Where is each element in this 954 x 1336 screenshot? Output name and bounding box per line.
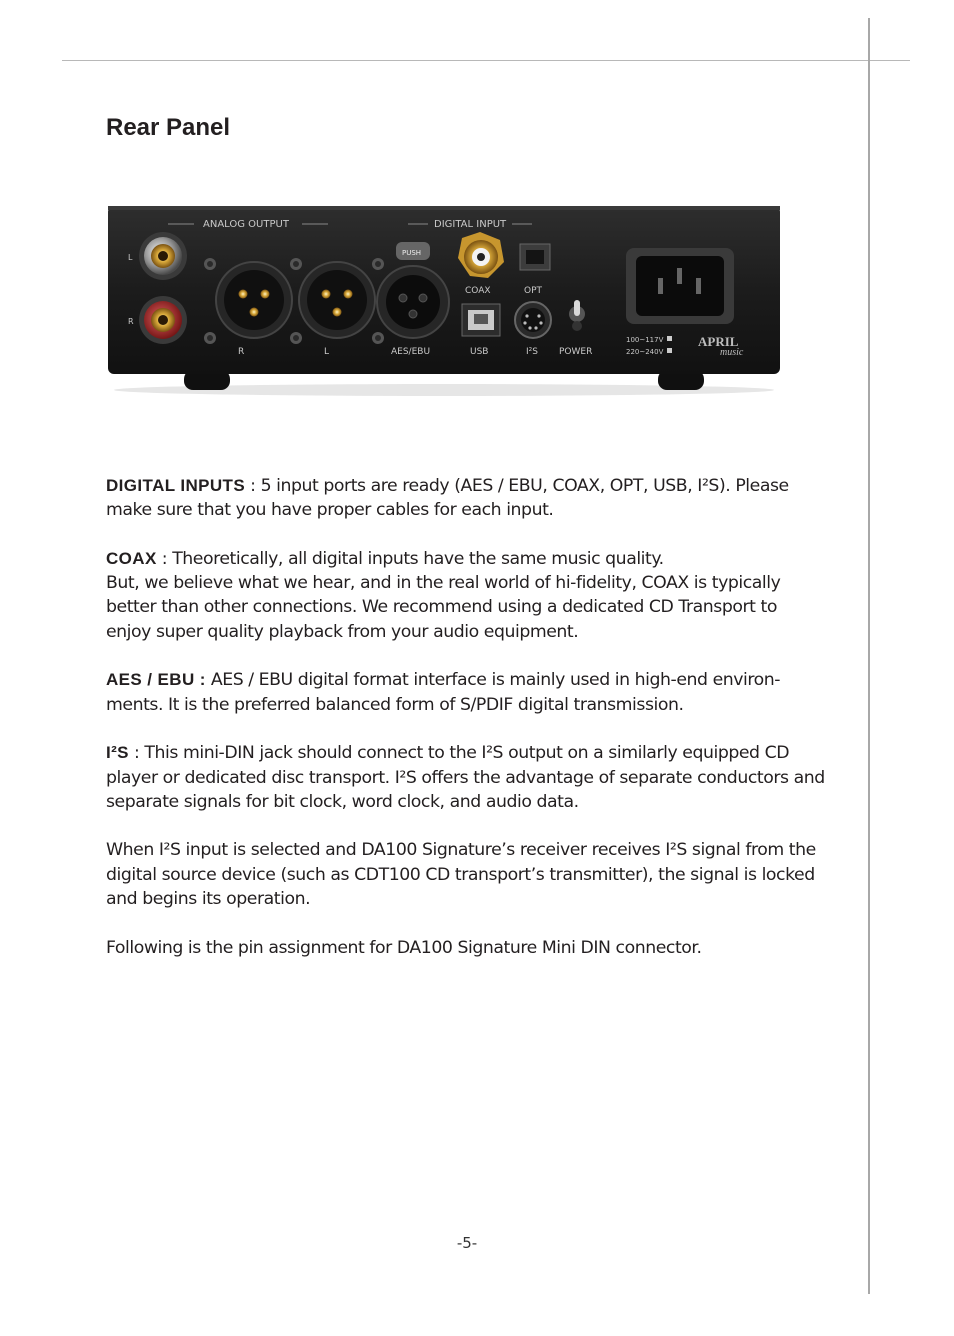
section-aes-ebu — [106, 668, 826, 717]
voltage-low-label: 100~117V — [626, 336, 664, 344]
paragraph-i2s-operation: When I²S input is selected and DA100 Signature’s receiver receives I²S signal from the digital source device (such as CDT100 CD transport’s transmitter), the signal is locked and begins its operation. — [106, 840, 816, 910]
brand-logo-subtext: music — [720, 347, 744, 358]
opt-label: OPT — [524, 286, 543, 296]
section-i2s: I²S : This mini-DIN jack should connect to the I²S output on a similarly equipped CD player or dedicated disc transport. I²S offers the advantage of separate conductors and separate signals for bit clock, word clock, and audio data. — [106, 743, 825, 812]
i2s-mini-din-input — [515, 302, 551, 338]
analog-output-label: ANALOG OUTPUT — [203, 219, 289, 230]
digital-input-label: DIGITAL INPUT — [434, 219, 507, 230]
page-number: -5- — [456, 1234, 478, 1252]
usb-label: USB — [470, 347, 489, 357]
body-text — [106, 474, 826, 984]
paragraph-pin-assignment: Following is the pin assignment for DA100 Signature Mini DIN connector. — [106, 937, 702, 958]
section-text: This mini-DIN jack should connect to the I²S output on a similarly equipped CD player or dedicated disc transport. I²S offers the advantage of separate conductors and separate signals for bit clock, word clock, and audio data. — [106, 743, 825, 812]
xlr-left-label: L — [324, 347, 330, 357]
coax-label: COAX — [465, 286, 491, 296]
section-label: COAX — [106, 548, 157, 568]
rca-left-label: L — [128, 253, 133, 262]
xlr-right-label: R — [238, 347, 245, 357]
optical-input — [520, 244, 550, 270]
right-margin-rule — [868, 18, 870, 1294]
i2s-label: I²S — [526, 347, 538, 357]
section-label: AES / EBU : — [106, 670, 206, 690]
section-label: I²S — [106, 743, 129, 763]
push-latch-label: PUSH — [402, 249, 422, 257]
page-title: Rear Panel — [106, 114, 231, 141]
section-text-continued: But, we believe what we hear, and in the real world of hi-fidelity, COAX is typically better than other connections. We recommend using a dedicated CD Transport to enjoy super quality playback from your audio equipment. — [106, 573, 781, 642]
xlr-right-output — [216, 262, 292, 338]
rca-left-jack — [139, 232, 187, 280]
section-text: AES / EBU digital format interface is mainly used in high-end environ-ments. It is the preferred balanced form of S/PDIF digital transmission. — [106, 670, 781, 715]
brand-logo-text: APRIL — [698, 334, 739, 349]
rear-panel-photo — [106, 204, 782, 400]
rca-right-label: R — [128, 317, 134, 326]
section-label: DIGITAL INPUTS — [106, 476, 246, 495]
xlr-left-output — [299, 262, 375, 338]
aes-ebu-label: AES/EBU — [391, 347, 431, 357]
voltage-high-label: 220~240V — [626, 348, 664, 356]
rca-right-jack — [139, 296, 187, 344]
usb-input — [462, 304, 500, 336]
section-coax: COAX : Theoretically, all digital inputs have the same music quality. But, we believe what we hear, and in the real world of hi-fidelity, COAX is typically better than other connections. We recommend using a dedicated CD Transport to enjoy super quality playback from your audio equipment. — [106, 548, 781, 642]
power-inlet — [626, 248, 734, 324]
section-text: Theoretically, all digital inputs have the same music quality. — [172, 548, 664, 569]
section-digital-inputs: DIGITAL INPUTS : 5 input ports are ready (AES / EBU, COAX, OPT, USB, I²S). Please make sure that you have proper cables for each input. — [106, 476, 789, 521]
top-rule — [62, 60, 910, 61]
section-text: 5 input ports are ready (AES / EBU, COAX, OPT, USB, I²S). Please make sure that you have proper cables for each input. — [106, 476, 789, 521]
power-label: POWER — [559, 347, 593, 357]
